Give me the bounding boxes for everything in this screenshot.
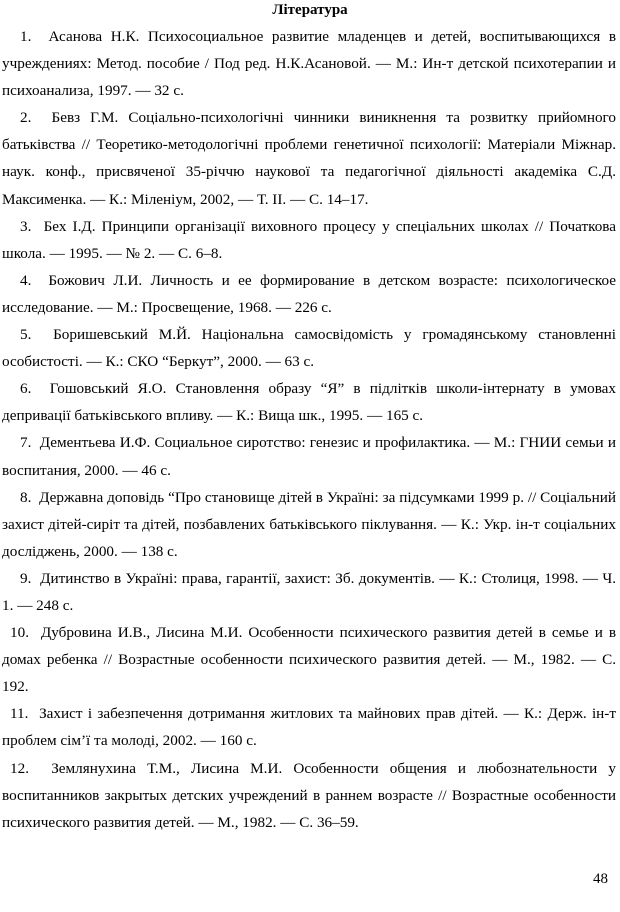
- reference-number: 10.: [10, 624, 29, 642]
- reference-text: Землянухина Т.М., Лисина М.И. Особенности общения и любознательности у воспитанников закрытых детских учреждений в раннем возрасте // Возрастные особенности психического развития детей. — М., 1982. — С. 36–59.: [2, 759, 617, 831]
- reference-text: Гошовський Я.О. Становлення образу “Я” в підлітків школи-інтернату в умовах депривації батьківського впливу. — К.: Вища шк., 1995. — 165 с.: [2, 380, 617, 425]
- reference-text: Дитинство в Україні: права, гарантії, захист: Зб. документів. — К.: Столиця, 1998. — Ч. 1. — 248 с.: [2, 569, 616, 614]
- reference-item: [2, 565, 616, 619]
- reference-item: [2, 321, 616, 375]
- reference-text: Асанова Н.К. Психосоциальное развитие младенцев и детей, воспитывающихся в учреждениях: Метод. пособие / Под ред. Н.К.Асановой. — М.: Ин-т детской психотерапии и психоанализа, 1997. — 32 с.: [2, 28, 616, 100]
- reference-list: [2, 23, 616, 836]
- reference-item: [2, 23, 616, 104]
- reference-item: [2, 755, 616, 836]
- reference-number: 2.: [20, 109, 32, 127]
- reference-text: Боришевський М.Й. Національна самосвідомість у громадянському становленні особистості. — К.: СКО “Беркут”, 2000. — 63 с.: [2, 326, 616, 371]
- reference-number: 3.: [20, 217, 32, 235]
- reference-text: Бех І.Д. Принципи організації виховного процесу у спеціальних школах // Початкова школа. — 1995. — № 2. — С. 6–8.: [2, 217, 616, 262]
- page-number: 48: [593, 871, 608, 887]
- reference-item: [2, 213, 616, 267]
- reference-number: 5.: [20, 326, 32, 344]
- reference-item: [2, 619, 616, 700]
- reference-text: Бевз Г.М. Соціально-психологічні чинники виникнення та розвитку прийомного батьківства // Теоретико-методологічні проблеми генетичної психології: Матеріали Міжнар. наук. конф., присвяченої 35-річчю наукової та педагогічної діяльності академіка С.Д. Максименка. — К.: Міленіум, 2002, — Т. II. — С. 14–17.: [2, 109, 617, 208]
- reference-item: [2, 104, 616, 212]
- reference-item: [2, 429, 616, 483]
- reference-number: 11.: [10, 705, 29, 723]
- reference-number: 1.: [20, 28, 32, 45]
- reference-number: 4.: [20, 271, 32, 289]
- reference-number: 9.: [20, 569, 32, 587]
- reference-item: [2, 700, 616, 754]
- reference-item: [2, 267, 616, 321]
- reference-number: 7.: [20, 434, 32, 452]
- reference-text: Дубровина И.В., Лисина М.И. Особенности психического развития детей в семье и в домах ребенка // Возрастные особенности психического развития детей. — М., 1982. — С. 192.: [2, 624, 617, 696]
- reference-text: Державна доповідь “Про становище дітей в Україні: за підсумками 1999 р. // Соціальний захист дітей-сиріт та дітей, позбавлених батьківського піклування. — К.: Укр. ін-т соціальних досліджень, 2000. — 138 с.: [2, 488, 616, 560]
- page-title: Література: [272, 2, 348, 18]
- reference-item: [2, 375, 616, 429]
- reference-item: [2, 484, 616, 565]
- reference-text: Дементьева И.Ф. Социальное сиротство: генезис и профилактика. — М.: ГНИИ семьи и воспитания, 2000. — 46 с.: [2, 434, 616, 479]
- reference-number: 12.: [10, 759, 29, 777]
- reference-number: 6.: [20, 380, 32, 398]
- reference-number: 8.: [20, 488, 32, 506]
- reference-text: Божович Л.И. Личность и ее формирование в детском возрасте: психологическое исследование. — М.: Просвещение, 1968. — 226 с.: [2, 271, 617, 316]
- reference-text: Захист і забезпечення дотримання житлових та майнових прав дітей. — К.: Держ. ін-т проблем сім’ї та молоді, 2002. — 160 с.: [2, 705, 617, 750]
